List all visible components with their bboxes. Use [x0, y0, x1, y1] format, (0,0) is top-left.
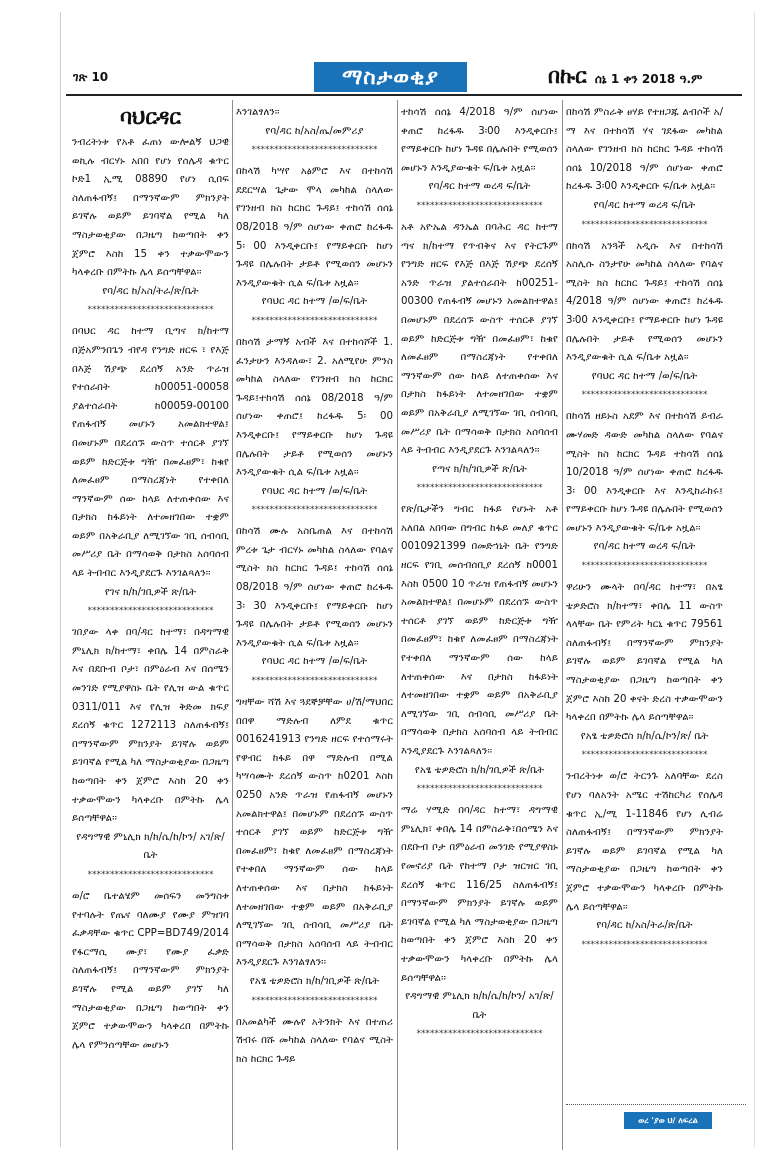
classified-ad — [236, 523, 393, 688]
ad-signature: የባ/ዳር ከ/አስ/ትራ/ጽ/ቤት — [102, 285, 199, 297]
ad-separator: **************************** — [251, 145, 378, 156]
ad-text: የጽ/ቤታችን ግብር ከፋይ የሆኑት አቶ አለበል አበባው በግብር ከፋይ መለያ ቁጥር 0010921399 በመድኀኒት ቤት የንግድ ዘርፍ የገቢ መሰብሰቢያ ደረሰኝ ከ0001 እስከ 0500 10 ጥራዝ የጠፋብኝ መሆኑን አመልክተዋል፤ በመሆኑም በደረሰኙ ውስጥ ተሰርቶ ያገኘ ወይም ከድርጅቱ ግዥ በመፈፀም፣ ከቁየ ለመፈፀም በማስረጃነት የተቀበለ ማንኛውም ሰው ከላይ ለተጠቀሰው እና በታክስ ከፋይነት ለተመዘገበው ተቋም ወይም በአቅራቢያ ለሚገኘው ገቢ ሰብሳቢ መሥሪያ ቤት በማሳወቅ በታክስ አሰባሰብ ላይ ትብብር እንዲያደርጉ እንገልጻለን፡፡ — [401, 504, 558, 757]
ad-separator: **************************** — [416, 1029, 543, 1040]
ad-text: ተከሳሽ ሰሰኔ 4/2018 ዓ/ም ሰሆነው ቀጠሮ ከረፋዱ 3፡00 እንዲቀርቡ፤ የማይቀርቡ ከሆነ ጉዳዩ በሌሉበት የሚወሰን መሆኑን እንዲያውቁት ፍ/ቤቱ አዟል፡፡ — [401, 107, 558, 174]
classified-ad — [401, 219, 558, 495]
classified-ad — [236, 1014, 393, 1070]
ad-text: ንብረትነቱ የአቶ ፈጠነ ውሎልኝ ህጋዊ ወኪሉ ብርሃኑ አበበ የሆነ የሰሌዳ ቁጥር ኮድ1 ኢሚ 08890 የሆነ ሲበፍ ስለጠፋብኝ፤ በማንኛውም ምክንያት ይገኛሉ ወይም ይገባኛል የሚል ካለ ማስታወቂያው በጋዜጣ ከወጣበት ቀን ጀምሮ እስከ 15 ቀን ተቃውሞውን ካላቀረቡ በምትኩ ሌላ ይሰጣቸዋል፡፡ — [72, 137, 229, 279]
classified-ad — [401, 802, 558, 1041]
ad-signature: የጣና ክ/ከ/ገቢዎች ጽ/ቤት — [432, 463, 527, 475]
masthead-banner: ማስታወቂያ — [314, 62, 467, 92]
ad-signature: የባ/ዳር ከ/አስ/ጤ/መምሪያ — [265, 125, 364, 137]
ad-signature: የገና ክ/ከ/ገቢዎች ጽ/ቤት — [104, 586, 197, 598]
ad-separator: **************************** — [416, 200, 543, 211]
ad-separator: **************************** — [416, 483, 543, 494]
ad-text: በከሳሽ ምስራቅ ፀሃይ የተዘጋጁ ልብሶች አ/ማ እና በተከሳሽ ሃና ገደፋው መካከል ስላለው የገንዘብ ክስ ከርክር ጉዳይ ተከሳሽ ሰሰኔ 10/2018 ዓ/ም ሰሆነው ቀጠሮ ከረፋዱ 3፡00 እንዲቀርቡ ፍ/ቤቱ አዟል፡፡ — [566, 107, 723, 193]
classified-ad — [566, 408, 723, 573]
ad-separator: **************************** — [416, 784, 543, 795]
ad-text: አቶ አዮኤል ዳንኤል በባሕር ዳር ከተማ ጣና ክ/ከተማ የጥብቅና እና የትርጉም የንግድ ዘርፍ የእጅ በእጅ ሽያጭ ደረሰኝ አንድ ጥራዝ ያልተሰራበት ከ00251-00300 የጠፋብኝ መሆኑን አመልክተዋል፤ በመሆኑም በደረሰኙ ውስጥ ተሰርቶ ያገኘ ወይም ከድርጅቱ ግዥ በመፈፀም፣ ከቁየ ለመፈፀም በማስረጃነት የተቀበለ ማንኛውም ሰው ከላይ ለተጠቀሰው እና በታክስ ከፋይነት ለተመዘገበው ተቋም ወይም በአቅራቢያ ለሚገኘው ገቢ ሰብሳቢ መሥሪያ ቤት በማሳወቅ በታክስ አሰባሰብ ላይ ትብብር እንዲያደርጉ እንገልጻለን፡፡ — [401, 221, 558, 457]
ad-text: ንብረትነቱ ወ/ሮ ትርንጉ አለባቸው ደረስ የሆነ ባለአንት አሜር ተሽከርካሪ የሰሌዳ ቁጥር ኢ/ሚ 1-11846 የሆነ ሊብሬ ስለጠፋብኝ፤ በማንኛውም ምክንያት ይገኛሉ ወይም ይገባኛል የሚል ካለ ማስታወቂያው በጋዜጣ ከወጣበት ቀን ጀምሮ ተቃውሞውን ካላቀረቡ በምትኩ ሌላ ይሰጣቸዋል፡፡ — [566, 771, 723, 913]
column-divider — [232, 100, 233, 1150]
ad-text: በከሳሽ አንጓች አዲሱ እና በተከሳሽ አስሊሱ ስንታየሁ መካከል ስላለው የባልና ሚስት ክስ ከርክር ጉዳይ፤ ተከሳሽ ሰሰኔ 4/2018 ዓ/ም ሰሆነው ቀጠሮ፤ ከረፋዱ 3፡00 እንዲቀርቡ፤ የማይቀርቡ ከሆነ ጉዳዩ በሌሉበት ታይቶ የሚወሰን መሆኑን እንዲያውቁት ሲል ፍ/ቤቱ አዟል፡፡ — [566, 240, 723, 364]
city-heading: ባህርዳር — [120, 105, 181, 129]
classified-ad — [72, 888, 229, 1055]
ad-text: ግዛቸው ሻሽ እና ጓደኞቻቸው ሀ/ሽ/ማህበር በበዋ ማድሉብ ለምደ ቁጥር 0016241913 የንግድ ዘርፍ የተሰማሩት የዋብር ከፋይ በዋ ማድሉብ በሚል ካሣሳሙት ደረሰኝ ውስጥ ከ0201 እስከ 0250 አንድ ጥራዝ የጠፋብኝ መሆኑን አመልክተዋል፤ በመሆኑም በደረሰኙ ውስጥ ተሰርቶ ያገኘ ወይም ከድርጅቱ ግዥ በመፈፀም፣ ከቁየ ለመፈፀም በማስረጃነት የተቀበለ ማንኛውም ሰው ከላይ ለተጠቀሰው እና በታክስ ከፋይነት ለተመዘገበው ተቋም ወይም በአቅራቢያ ለሚገኘው ገቢ ሰብሳቢ መሥሪያ ቤት በማሳወቅ በታክስ አሰባሰብ ላይ ትብብር እንዲያደርጉ እንገልፃለን፡፡ — [236, 697, 393, 969]
ad-text: እንገልፃለን፡፡ — [236, 107, 280, 118]
ad-signature: የአፄ ቴዎድሮስ ክ/ከ/ገቢዎች ጽ/ቤት — [414, 764, 545, 776]
ad-separator: **************************** — [581, 390, 708, 401]
classified-ad — [72, 624, 229, 882]
ad-text: በከላሽ ካሣየ አፅምሮ እና በተከሳሽ ደደርሣል ጌታው ሞላ መካከል ስላለው የገንዘብ ክስ ከርክር ጉዳይ፤ ተከሳሽ ሰሰኔ 08/2018 ዓ/ም ሰሆነው ቀጠሮ ከረፋዱ 5፡ 00 እንዲቀርቡ፤ የማይቀርቡ ከሆነ ጉዳዩ በሌሉበት ታይቶ የሚወሰን መሆኑን እንዲያውቁት ሲል ፍ/ቤቱ አዟል፡፡ — [236, 166, 393, 289]
ad-text: በባህር ዳር ከተማ ቢጣና ክ/ከተማ በጅአምንበጌን ብየዳ የንግድ ዘርፍ ፣ የእጅ በእጅ ሽያጭ ደረሰኝ አንድ ጥራዝ የተሰራበት ከ00051-00058 ያልተሰራበት ከ00059-00100 የጠፋብኝ መሆኑን አመልክተዋል፤ በመሆኑም በደረሰኙ ውስጥ ተሰርቶ ያገኘ ወይም ከድርጅቱ ግዥ በመፈፀም፣ ከቁየ ለመፈፀም በማስረጃነት የተቀበለ ማንኛውም ሰው ከላይ ለተጠቀሰው እና በታክስ ከፋይነት ለተመዘገበው ተቋም ወይም በአቅራቢያ ለሚገኘው ገቢ ሰብሳቢ መሥሪያ ቤት በማሳወቅ በታክስ አሰባሰብ ላይ ትብብር እንዲያደርጉ እንገልጻለን፡፡ — [72, 326, 229, 580]
footer-rule — [566, 1104, 746, 1105]
column-3 — [401, 104, 558, 1154]
classified-ad — [236, 163, 393, 328]
ad-signature: የዳግማዊ ምኒሊክ ክ/ከ/ሴ/ከ/ኮን/ አገ/ጽ/ቤት — [76, 831, 225, 862]
ad-separator: **************************** — [251, 315, 378, 326]
ad-separator: **************************** — [581, 750, 708, 761]
ad-text: በከሳሽ ሙሉ አስቤጠል እና በተከሳሽ ምረቱ ጌታ ብርሃኑ መካከል ስላለው የባልና ሚስት ክስ ከርክር ጉዳይ፤ ተከሳሽ ሰሰኔ 08/2018 ዓ/ም ሰሆነው ቀጠሮ ከረፋዱ 3፡ 30 እንዲቀርቡ፤ የማይቀርቡ ከሆነ ጉዳዩ በሌሉበት ታይቶ የሚወሰን መሆኑን እንዲያውቁት ሲል ፍ/ቤቱ አዟል፡፡ — [236, 526, 393, 649]
publisher-logo: ወረ 'ያወ ህ/ ለፍረል — [624, 1112, 712, 1129]
ad-signature: የአፄ ቴዎድሮስ ክ/ከ/ሴ/ኮን/ጽ/ ቤት — [580, 730, 709, 742]
ad-text: ወ/ሮ ቤተልሄም መሰፍን መንግስቱ የተባሉት የጤና ባለሙያ የሙያ ምዝገባ ፈቃዳቸው ቁጥር CPP=BD749/2014 የፋርማሲ ሙያ፣ የሙያ ፈቃድ ስለጠፋብኝ፤ በማንኛውም ምክንያት ይገኛሉ የሚል ወይም ያገኘ ካለ ማስታወቂያው በጋዜጣ ከወጣበት ቀን ጀምሮ ተቃውሞውን ካላቀረበ በምትኩ ሌላ የምንሰጣቸው መሆኑን — [72, 890, 229, 1051]
ad-separator: **************************** — [251, 505, 378, 516]
page-number: ገጽ 10 — [73, 70, 109, 84]
classified-ad — [566, 768, 723, 951]
ad-text: ማሬ ሃሚድ በባ/ዳር ከተማ፣ ዳግማዊ ምኒሊክ፣ ቀበሌ 14 በምስራቅ፣በሰሜን እና በደቡብ ቦታ በምዕራብ መንገድ የሚያዋስኑ የመኖሪያ ቤት የከተማ ቦታ ዝርዝር ገቢ ደረሰኝ ቁጥር 116/25 ስለጠፋብኝ፤ በማንኛውም ምክንያት ይገኛሉ ወይም ይገባኛል የሚል ካለ ማስታወቂያው በጋዜጣ ከወጣበት ቀን ጀምሮ እስከ 20 ቀን ተቃውሞውን ካላቀረቡ በምትኩ ሌላ ይሰጣቸዋል፡፡ — [401, 805, 558, 984]
ad-signature: የባህር ዳር ከተማ /ወ/ፍ/ቤት — [591, 370, 698, 382]
ad-separator: **************************** — [581, 219, 708, 230]
ad-text: በከሳሽ ዘይኑስ አደም እና በተከሳሽ ይብራ ሙሃመድ ዳውድ መካከል ስላለው የባልና ሚስት ክስ ከርክር ጉዳይ ተከሳሽ ሰሰኔ 10/2018 ዓ/ም ሰሆነው ቀጠሮ ከረፋዱ 3፡ 00 እንዲቀርቡ እና እንዲከራከሩ፤ የማይቀርቡ ከሆነ ጉዳዩ በሌሉበት የሚወሰን መሆኑን እንዲያውቁት ፍ/ቤቱ አዟል፡፡ — [566, 411, 723, 534]
ad-text: ዋሪሁን ሙላት በባ/ዳር ከተማ፣ በአፄ ቴዎድሮስ ክ/ከተማ፣ ቀበሌ 11 ውስጥ ላላቸው ቤት የምሪት ካርኒ ቁጥር 79561 ስለጠፋብኝ፤ በማንኛውም ምክንያት ይገኛሉ ወይም ይገባኛል የሚል ካለ ማስታወቂያው በጋዜጣ ከወጣበት ቀን ጀምሮ እስከ 20 ቀናት ድረስ ተቃውሞውን ካላቀረበ በምትኩ ሌላ ይሰጣቸዋል፡፡ — [566, 582, 723, 724]
ad-separator: **************************** — [251, 676, 378, 687]
ad-signature: የባህር ዳር ከተማ /ወ/ፍ/ቤት — [261, 656, 368, 668]
ad-text: በአመልካች ሙሉየ አትንክት እና በተጠሪ ሽብሩ በሹ መካከል ስላለው የባልና ሚስት ክስ ከርክር ጉዳይ — [236, 1016, 393, 1065]
ad-text: በከሳሽ ታማኝ አብች እና በተከሳሾች 1. ፈንታሁን እንዳለው፣ 2. አለሚየሁ ምንስ መካከል ስላለው የገንዘብ ክስ ከርክር ጉዳይ፤ተከሳሽ ሰሰኔ 08/2018 ዓ/ም ሰሆነው ቀጠሮ፤ ከረፋዱ 5፡ 00 እንዲቀርቡ፤ የማይቀርቡ ከሆነ ጉዳዩ በሌሉበት ታይቶ የሚወሰን መሆኑን እንዲያውቁት ሲል ፍ/ቤቱ አዟል፡፡ — [236, 336, 393, 479]
column-divider — [397, 100, 398, 1150]
issue-info — [548, 64, 748, 89]
ad-signature: የባህር ዳር ከተማ /ወ/ፍ/ቤት — [261, 296, 368, 308]
ad-signature: የባ/ዳር ከተማ ወረዳ ፍ/ቤት — [593, 541, 696, 553]
ad-separator: **************************** — [581, 561, 708, 572]
classified-ad — [236, 334, 393, 517]
ad-signature: የባ/ዳር ከ/አስ/ትራ/ጽ/ቤት — [596, 920, 693, 932]
column-1 — [72, 104, 229, 1154]
ad-separator: **************************** — [251, 995, 378, 1006]
classified-ad — [566, 238, 723, 403]
classified-ad — [566, 104, 723, 232]
ad-signature: የባ/ዳር ከተማ ወረዳ ፍ/ቤት — [593, 199, 696, 211]
classified-ad — [236, 694, 393, 1008]
classified-ad — [72, 323, 229, 618]
classified-ad — [566, 579, 723, 762]
paper-name: በኩር — [548, 64, 587, 88]
ad-signature: የባህር ዳር ከተማ /ወ/ፍ/ቤት — [261, 485, 368, 497]
classified-ad — [401, 104, 558, 213]
classified-ad — [72, 134, 229, 317]
issue-date: ሰኔ 1 ቀን 2018 ዓ.ም — [594, 72, 703, 86]
ad-separator: **************************** — [87, 305, 214, 316]
ad-signature: የአፄ ቴዎድሮስ ክ/ከ/ገቢዎች ጽ/ቤት — [249, 975, 380, 987]
header-rule — [66, 94, 742, 96]
ad-separator: **************************** — [87, 606, 214, 617]
classified-ad — [236, 104, 393, 157]
classified-ad — [401, 501, 558, 796]
column-divider — [562, 100, 563, 1150]
column-4 — [566, 104, 723, 1116]
ad-separator: **************************** — [581, 939, 708, 950]
ad-signature: የባ/ዳር ከተማ ወረዳ ፍ/ቤት — [428, 181, 531, 193]
ad-signature: የዳግማዊ ምኒሊክ ክ/ከ/ሴ/ከ/ኮን/ አገ/ጽ/ቤት — [405, 991, 554, 1021]
column-2 — [236, 104, 393, 1154]
ad-separator: **************************** — [87, 869, 214, 880]
ad-text: ገበያው ላቀ በባ/ዳር ከተማ፣ በዳግማዊ ምኒሊክ ክ/ከተማ፣ ቀበሌ 14 በምስራቅ እና በደቡብ ቦታ፣ በምዕራብ እና በሰሜን መንገድ የሚያዋስኑ ቤት የሊዝ ውል ቁጥር 0311/011 እና የሊዝ ቅድመ ክፍያ ደረሰኝ ቁጥር 1272113 ስለጠፋብኝ፤ በማንኛውም ምክንያት ይገኛሉ ወይም ይገባኛል የሚል ካለ ማስታወቂያው በጋዜጣ ከወጣበት ቀን ጀምሮ እስከ 20 ቀን ተቃውሞውን ካላቀረቡ በምትኩ ሌላ ይሰጣቸዋል፡፡ — [72, 627, 229, 825]
